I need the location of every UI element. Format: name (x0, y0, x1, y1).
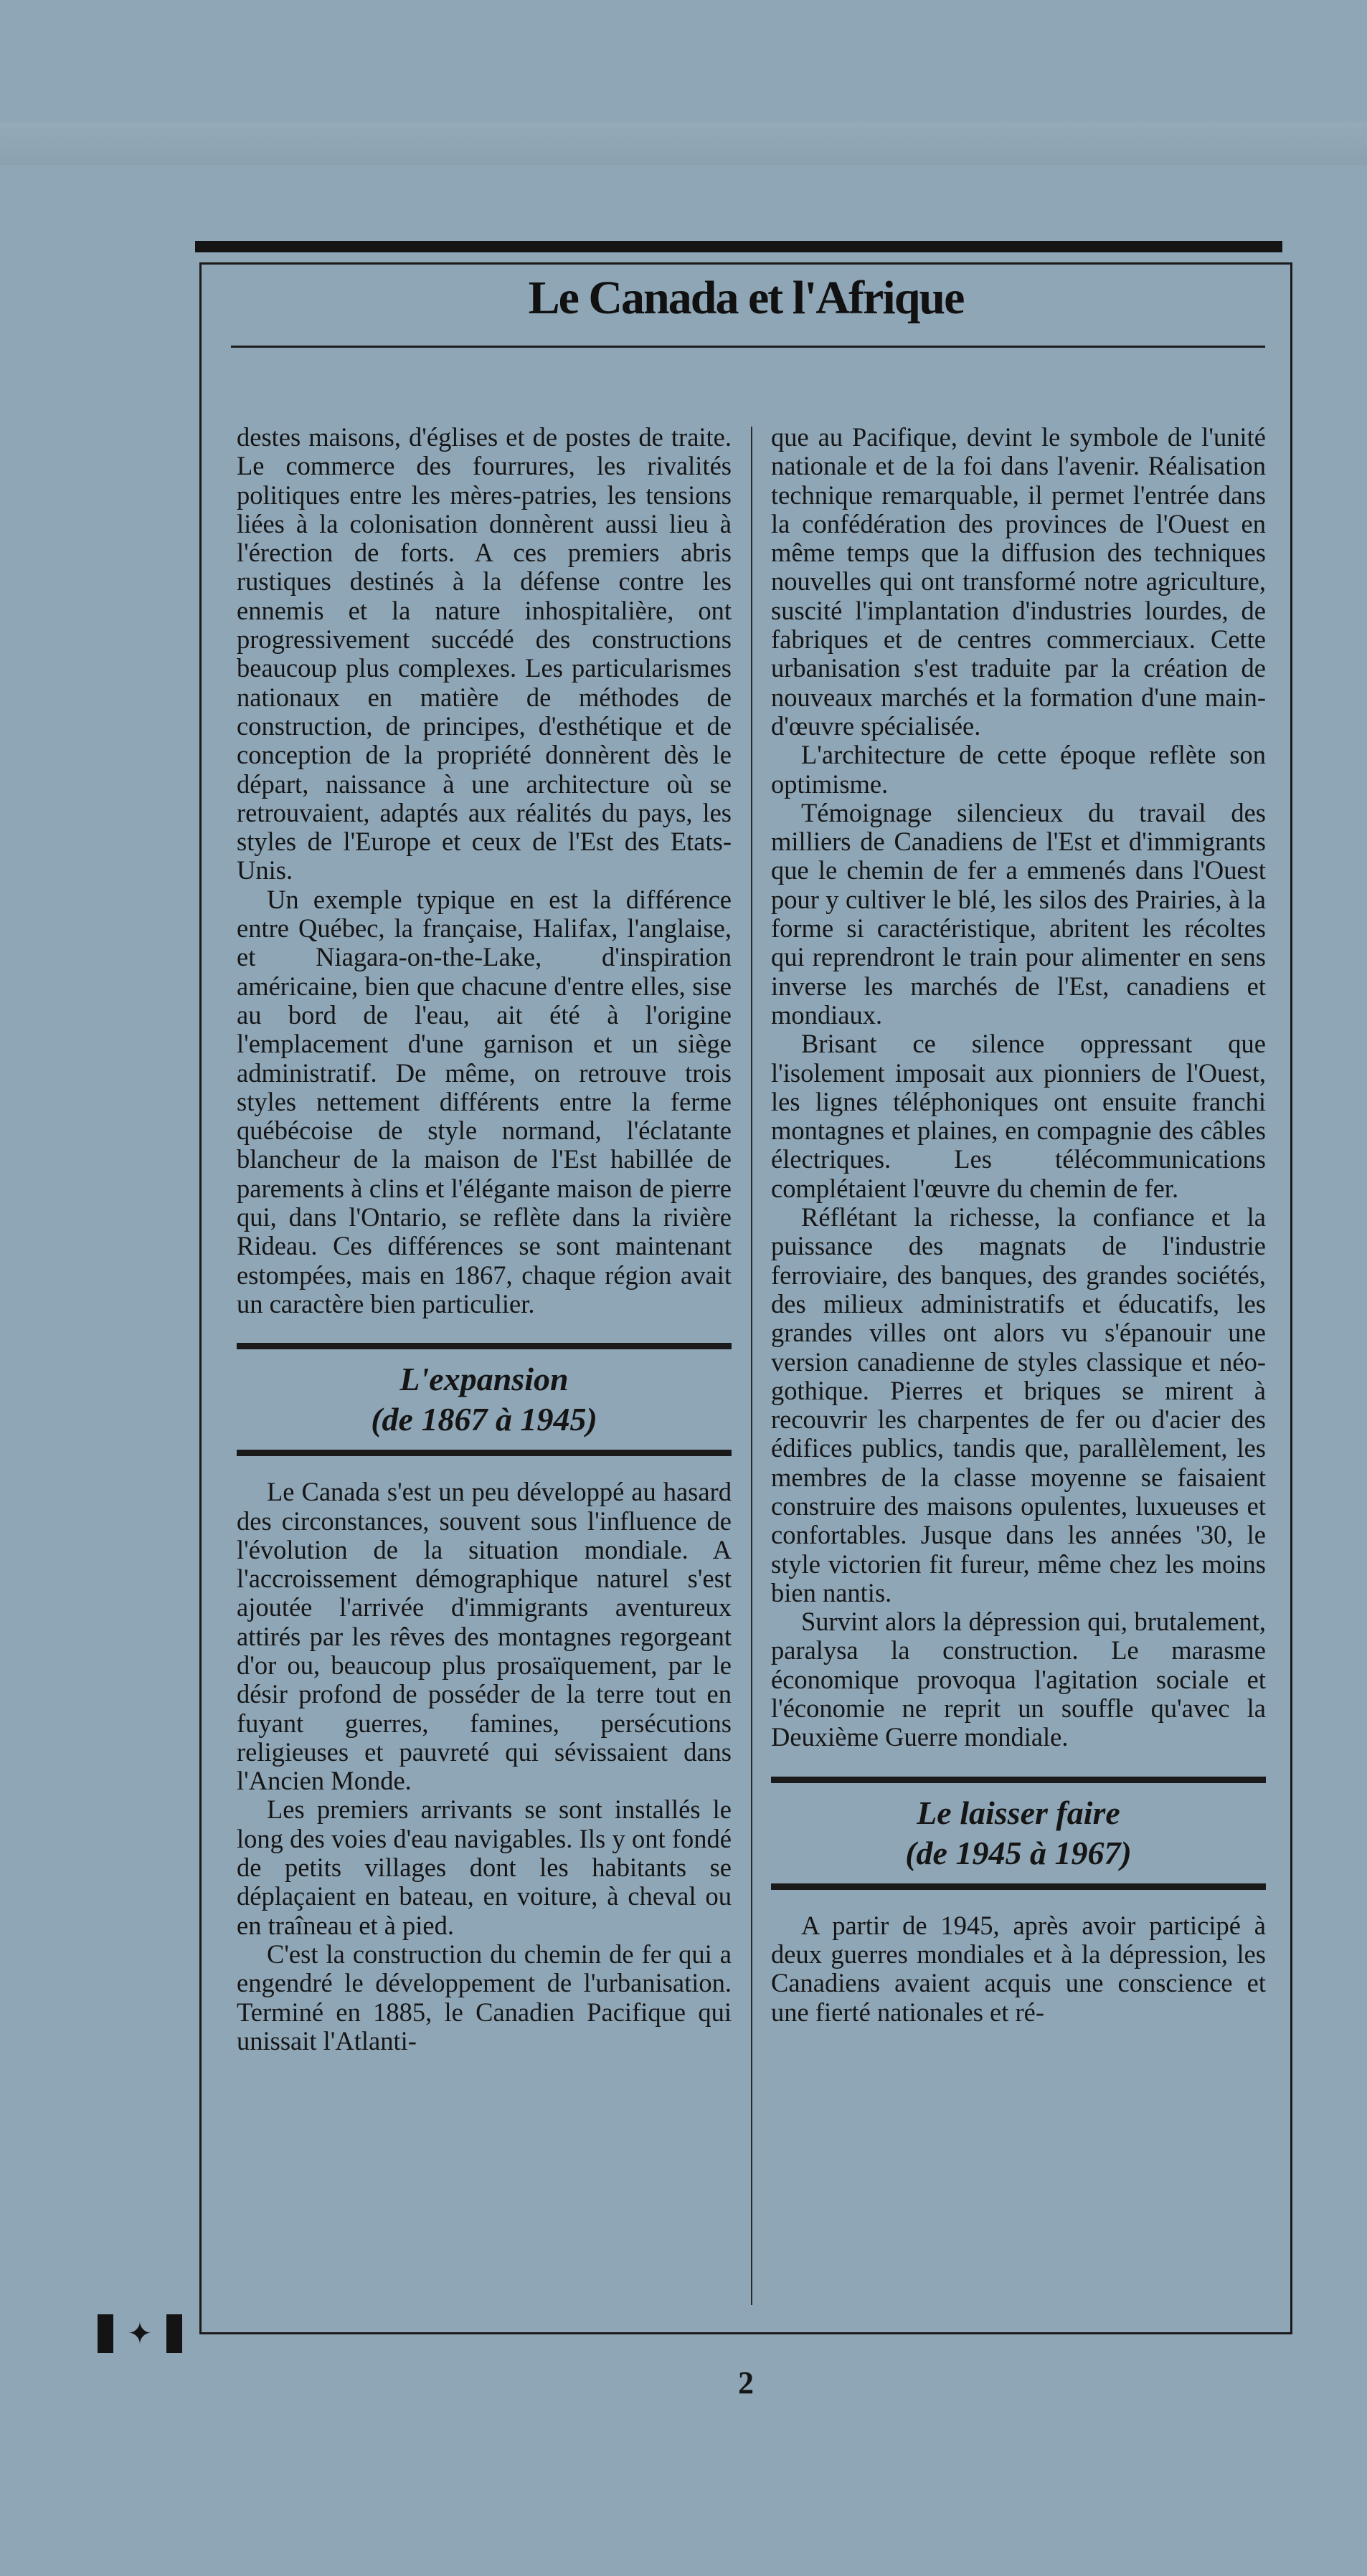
paragraph: Le Canada s'est un peu développé au hasard des circonstances, souvent sous l'influence de l'évolution de la situation mondiale. A l'accroissement démographique naturel s'est ajoutée l'arrivée d'immigrants aventureux attirés par les rêves des montagnes regorgeant d'or ou, beaucoup plus prosaïquement, par le désir profond de posséder de la terre tout en fuyant guerres, famines, persécutions religieuses et pauvreté qui sévissaient dans l'Ancien Monde. (237, 1477, 732, 1796)
flag-bar-right (166, 2314, 182, 2353)
section-rule-top (237, 1343, 732, 1349)
masthead-rule (231, 346, 1265, 348)
paragraph: Témoignage silencieux du travail des milliers de Canadiens de l'Est et d'immigrants que le chemin de fer a emmenés dans l'Ouest pour y cultiver le blé, les silos des Prairies, à la forme si caractéristique, abritent les récoltes qui reprendront le train pour alimenter en sens inverse les marchés de l'Est, canadiens et mondiaux. (771, 797, 1266, 1030)
maple-leaf-icon: ✦ (127, 2316, 153, 2351)
paragraph: L'architecture de cette époque reflète son optimisme. (771, 740, 1266, 799)
right-column (771, 423, 1266, 2027)
paragraph: Les premiers arrivants se sont installés le long des voies d'eau navigables. Ils y ont fondé de petits villages dont les habitants se déplaçaient en bateau, en voiture, à cheval ou en traîneau et à pied. (237, 1795, 732, 1940)
section-heading-line: (de 1945 à 1967) (905, 1834, 1132, 1871)
section-header-laisser-faire (771, 1777, 1266, 1890)
section-heading (237, 1359, 732, 1440)
left-column (237, 423, 732, 2055)
section-rule-bottom (771, 1883, 1266, 1890)
top-rule (195, 241, 1282, 252)
section-heading-line: Le laisser faire (917, 1794, 1120, 1831)
section-header-expansion (237, 1343, 732, 1456)
paragraph: destes maisons, d'églises et de postes de traite. Le commerce des fourrures, les rivalités politiques entre les mères-patries, les tensions liées à la colonisation donnèrent aussi lieu à l'érection de forts. A ces premiers abris rustiques destinés à la défense contre les ennemis et la nature inhospitalière, ont progressivement succédé des constructions beaucoup plus complexes. Les particularismes nationaux en matière de méthodes de construction, de principes, d'esthétique et de conception de la propriété donnèrent dès le départ, naissance à une architecture où se retrouvaient, adaptés aux réalités du pays, les styles de l'Europe et ceux de l'Est des Etats-Unis. (237, 422, 732, 885)
paragraph: A partir de 1945, après avoir participé à deux guerres mondiales et à la dépression, les Canadiens avaient acquis une conscience et une fierté nationales et ré- (771, 1910, 1266, 2027)
paragraph: Un exemple typique en est la différence entre Québec, la française, Halifax, l'anglaise, et Niagara-on-the-Lake, d'inspiration américaine, bien que chacune d'entre elles, sise au bord de l'eau, ait été à l'origine l'emplacement d'une garnison et un siège administratif. De même, on retrouve trois styles nettement différents entre la ferme québécoise de style normand, l'éclatante blancheur de la maison de l'Est habillée de parements à clins et l'élégante maison de pierre qui, dans l'Ontario, se reflète dans la rivière Rideau. Ces différences se sont maintenant estompées, mais en 1867, chaque région avait un caractère bien particulier. (237, 884, 732, 1318)
page-number: 2 (738, 2365, 754, 2400)
masthead-title: Le Canada et l'Afrique (528, 272, 964, 324)
section-heading-line: (de 1867 à 1945) (371, 1401, 597, 1438)
paragraph: Réflétant la richesse, la confiance et la puissance des magnats de l'industrie ferroviaire, des banques, des grandes sociétés, des milieux administratifs et éducatifs, les grandes villes ont alors vu s'épanouir une version canadienne de styles classique et néo-gothique. Pierres et briques se mirent à recouvrir les charpentes de fer ou d'acier des édifices publics, tandis que, parallèlement, les membres de la classe moyenne se faisaient construire des maisons opulentes, luxueuses et confortables. Jusque dans les années '30, le style victorien fit fureur, même chez les moins bien nantis. (771, 1202, 1266, 1607)
paragraph: Survint alors la dépression qui, brutalement, paralysa la construction. Le marasme économique provoqua l'agitation sociale et l'économie ne reprit un souffle qu'avec la Deuxième Guerre mondiale. (771, 1607, 1266, 1752)
section-heading (771, 1793, 1266, 1873)
section-rule-top (771, 1777, 1266, 1783)
paragraph: C'est la construction du chemin de fer qui a engendré le développement de l'urbanisation. Terminé en 1885, le Canadien Pacifique qui unissait l'Atlanti- (237, 1939, 732, 2055)
canada-flag-icon (98, 2314, 182, 2353)
paragraph: Brisant ce silence oppressant que l'isolement imposait aux pionniers de l'Ouest, les lignes téléphoniques ont ensuite franchi montagnes et plaines, en compagnie des câbles électriques. Les télécommunications complétaient l'œuvre du chemin de fer. (771, 1029, 1266, 1203)
section-heading-line: L'expansion (399, 1361, 569, 1398)
background-bleed (0, 122, 1367, 165)
section-rule-bottom (237, 1450, 732, 1456)
paragraph: que au Pacifique, devint le symbole de l'unité nationale et de la foi dans l'avenir. Réalisation technique remarquable, il permet l'entrée dans la confédération des provinces de l'Ouest en même temps que la diffusion des techniques nouvelles qui ont transformé notre agriculture, suscité l'implantation d'industries lourdes, de fabriques et de centres commerciaux. Cette urbanisation s'est traduite par la création de nouveaux marchés et la formation d'une main-d'œuvre spécialisée. (771, 422, 1266, 741)
flag-bar-left (98, 2314, 113, 2353)
column-divider (751, 427, 752, 2305)
